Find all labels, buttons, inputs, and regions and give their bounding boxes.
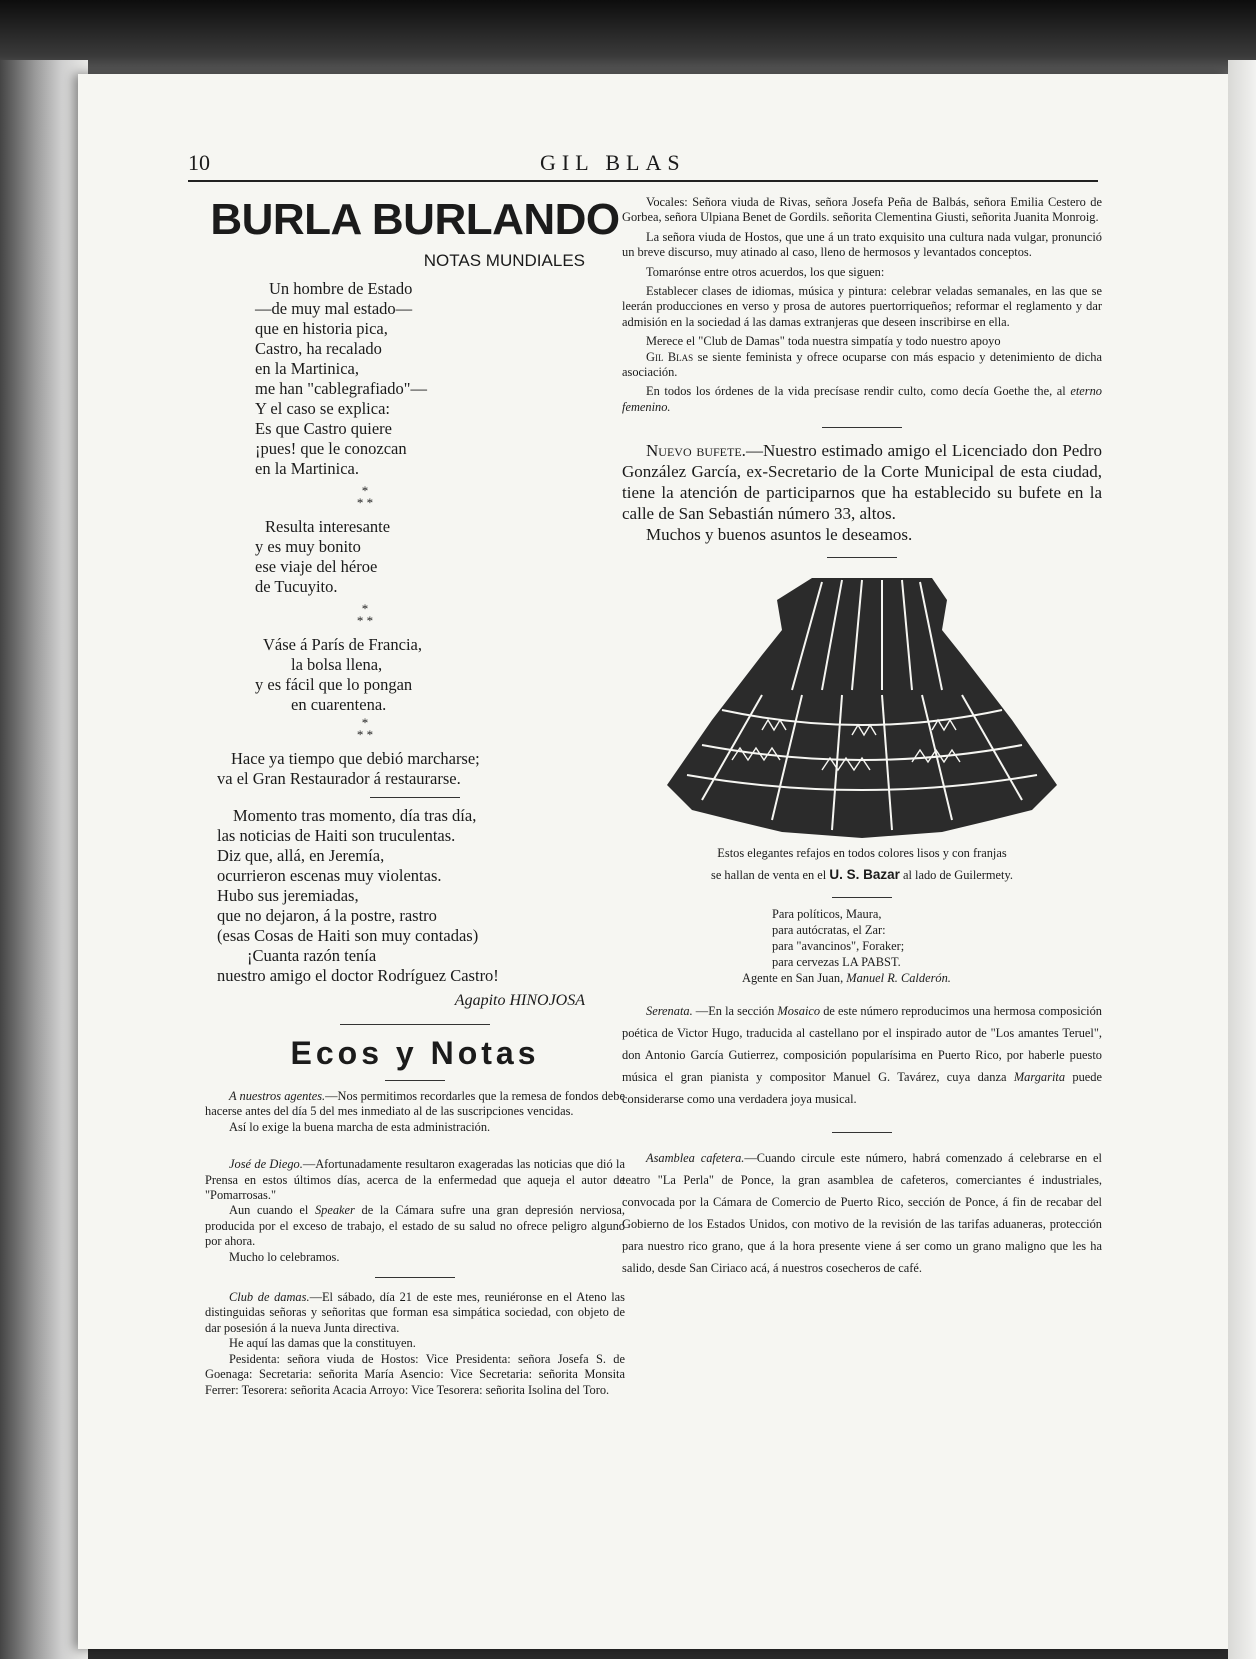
paragraph-vocales: Vocales: Señora viuda de Rivas, señora Josefa Peña de Balbás, señora Emilia Cestero de Gorbea, señora Ulpiana Benet de Gordils. señorita Clementina Giusti, señorita Juanita Monroig. (622, 195, 1102, 225)
separator (832, 1132, 892, 1133)
verse-line: (esas Cosas de Haiti son muy contadas) (217, 926, 479, 945)
separator (385, 1080, 445, 1081)
ad-agent: Agente en San Juan, Manuel R. Calderón. (742, 971, 951, 986)
stanza-5 (217, 806, 625, 986)
separator (375, 1277, 455, 1278)
verse-line: ¡Cuanta razón tenía (247, 946, 377, 965)
asterism: * * * (356, 715, 374, 742)
verse-line: Momento tras momento, día tras día, (233, 806, 477, 825)
right-column (622, 195, 1102, 1279)
paragraph-text: —Nos permitimos recordarles que la remesa de fondos debe hacerse antes del día 5 del mes inmediato al de las suscripciones vencidas. (205, 1089, 625, 1119)
caption-line-2: se hallan de venta en el U. S. Bazar al lado de Guilermety. (711, 867, 1013, 883)
paragraph-gilblas: Gil Blas se siente feminista y ofrece ocuparse con más espacio y detenimiento de dicha asociación. (622, 349, 1102, 380)
verse-line: que en historia pica, (255, 319, 388, 338)
scan-binding-edge (0, 60, 88, 1659)
verse-line: Váse á París de Francia, (263, 635, 422, 654)
paragraph-lead: Nuevo bufete. (646, 441, 746, 461)
paragraph-clases: Establecer clases de idiomas, música y pintura: celebrar veladas semanales, en las que se leerán producciones en verso y prosa de autores puertorriqueños; reformar el reglamento y dar admisión en la sociedad á las damas extranjeras que deseen inscribirse en ella. (622, 284, 1102, 329)
paragraph-bufete-b: Muchos y buenos asuntos le deseamos. (646, 525, 913, 545)
paragraph-acuerdos: Tomarónse entre otros acuerdos, los que siguen: (646, 264, 885, 279)
verse-line: ese viaje del héroe (255, 557, 378, 576)
paragraph-club (205, 1290, 625, 1336)
verse-line: la bolsa llena, (291, 655, 383, 674)
paragraph-hostos: La señora viuda de Hostos, que une á un trato exquisito una cultura nada vulgar, pronunció un breve discurso, muy atinado al caso, lleno de hermosos y levantados conceptos. (622, 229, 1102, 260)
paragraph-goethe: En todos los órdenes de la vida precísase rendir culto, como decía Goethe the, al eterno femenino. (622, 384, 1102, 414)
paragraph-text: He aquí las damas que la constituyen. (229, 1336, 416, 1351)
burla-title: BURLA BURLANDO (210, 195, 620, 244)
ad-line: para cervezas LA PABST. (772, 955, 901, 970)
paragraph-text: —El sábado, día 21 de este mes, reuniéronse en el Ateno las distinguidas señoras y señoritas que forman esa simpática sociedad, con objeto de dar posesión á la nueva Junta directiva. (205, 1290, 625, 1335)
signature: Agapito HINOJOSA (454, 992, 585, 1009)
paragraph-speaker: Aun cuando el Speaker de la Cámara sufre una gran depresión nerviosa, producida por el exceso de trabajo, el estado de su salud no ofrece peligro alguno por ahora. (205, 1203, 625, 1249)
verse-line: Diz que, allá, en Jeremía, (217, 846, 385, 865)
scan-top-border (0, 0, 1256, 80)
burla-subtitle: NOTAS MUNDIALES (423, 251, 585, 270)
paragraph-agentes (205, 1089, 625, 1120)
caption-line-1: Estos elegantes refajos en todos colores lisos y con franjas (717, 846, 1007, 861)
verse-line: Castro, ha recalado (255, 339, 382, 358)
paragraph-junta: Pesidenta: señora viuda de Hostos: Vice Presidenta: señora Josefa S. de Goenaga: Secretaria: señorita María Asencio: Vice Secretaria: señorita Monsita Ferrer: Tesorera: señorita Acacia Arroyo: Vice Tesorera: señorita Isolina del Toro. (205, 1351, 625, 1397)
verse-line: en la Martinica, (255, 359, 359, 378)
verse-line: Y el caso se explica: (255, 399, 390, 418)
verse-line: Hubo sus jeremiadas, (217, 886, 359, 905)
petticoat-illustration (662, 570, 1062, 840)
verse-line: Hace ya tiempo que debió marcharse; (231, 749, 480, 768)
verse-line: y es muy bonito (255, 537, 361, 556)
ad-line: para autócratas, el Zar: (772, 923, 886, 938)
paragraph-asamblea: Asamblea cafetera.—Cuando circule este número, habrá comenzado á celebrarse en el teatro "La Perla" de Ponce, la gran asamblea de cafeteros, comerciantes é industriales, convocada por la Cámara de Comercio de Puerto Rico, sección de Ponce, á fin de recabar del Gobierno de los Estados Unidos, con motivo de la revisión de las tarifas aduaneras, protección para nuestro rico grano, que á la hora presente viene á ser como un grano maligno que les ha salido, desde San Ciriaco acá, á nuestros cosecheros de café. (622, 1151, 1102, 1276)
verse-line: ¡pues! que le conozcan (255, 439, 407, 458)
separator (832, 897, 892, 898)
separator (822, 427, 902, 428)
stanza-2 (255, 517, 625, 597)
verse-line: y es fácil que lo pongan (255, 675, 413, 694)
asterism: * * * (356, 601, 374, 628)
stanza-3 (255, 635, 625, 715)
separator (827, 557, 897, 558)
separator (370, 797, 460, 798)
paragraph-text: Mucho lo celebramos. (229, 1249, 340, 1264)
masthead: GIL BLAS (540, 150, 686, 175)
paragraph-bufete: Nuevo bufete.—Nuestro estimado amigo el Licenciado don Pedro González García, ex-Secretario de la Corte Municipal de esta ciudad, tiene la atención de participarnos que ha establecido su bufete en la calle de San Sebastián número 33, altos. (622, 441, 1102, 524)
paragraph-lead: Asamblea cafetera. (646, 1151, 745, 1166)
ad-line: para "avancinos", Foraker; (772, 939, 905, 954)
paragraph-serenata: Serenata. —En la sección Mosaico de este número reproducimos una hermosa composición poética de Victor Hugo, traducida al castellano por el inspirado autor de "Los amantes Teruel", don Antonio García Gutierrez, composición popularísima en Puerto Rico, por haberle puesto música el gran pianista y compositor Manuel G. Tavárez, cuya danza Margarita puede considerarse como una verdadera joya musical. (622, 1004, 1103, 1107)
ecos-title: Ecos y Notas (290, 1035, 540, 1071)
verse-line: en la Martinica. (255, 459, 359, 478)
asterism: * * * (356, 483, 374, 510)
verse-line: va el Gran Restaurador á restaurarse. (217, 769, 461, 788)
verse-line: nuestro amigo el doctor Rodríguez Castro! (217, 966, 499, 985)
verse-line: Un hombre de Estado (269, 279, 413, 298)
verse-line: que no dejaron, á la postre, rastro (217, 906, 437, 925)
paragraph-text: —Afortunadamente resultaron exageradas las noticias que dió la Prensa en estos últimos días, acerca de la enfermedad que aqueja el autor de "Pomarrosas." (205, 1157, 625, 1203)
ad-line: Para políticos, Maura, (772, 907, 882, 922)
paragraph-lead: Serenata. (646, 1004, 693, 1019)
paragraph-merece: Merece el "Club de Damas" toda nuestra simpatía y todo nuestro apoyo (646, 334, 1001, 349)
separator (340, 1024, 490, 1025)
stanza-4 (217, 749, 625, 789)
gilblas-name: Gil Blas (646, 349, 694, 364)
page-number: 10 (188, 150, 210, 175)
paragraph-lead: Club de damas. (229, 1290, 310, 1305)
paragraph-text: Así lo exige la buena marcha de esta administración. (229, 1119, 491, 1134)
left-column (205, 195, 625, 1398)
header-rule (188, 180, 1098, 182)
paragraph-diego (205, 1157, 625, 1203)
verse-line: en cuarentena. (291, 695, 387, 714)
scan-right-edge (1228, 60, 1256, 1659)
pabst-ad (742, 906, 1102, 986)
verse-line: de Tucuyito. (255, 577, 338, 596)
paragraph-lead: José de Diego. (229, 1157, 303, 1172)
verse-line: —de muy mal estado— (255, 299, 413, 318)
verse-line: Es que Castro quiere (255, 419, 393, 438)
stanza-1 (255, 279, 625, 479)
verse-line: Resulta interesante (265, 517, 391, 536)
paragraph-lead: A nuestros agentes. (229, 1089, 326, 1103)
verse-line: me han "cablegrafiado"— (255, 379, 427, 398)
bazar-name: U. S. Bazar (829, 867, 900, 883)
verse-line: ocurrieron escenas muy violentas. (217, 866, 442, 885)
verse-line: las noticias de Haiti son truculentas. (217, 826, 456, 845)
